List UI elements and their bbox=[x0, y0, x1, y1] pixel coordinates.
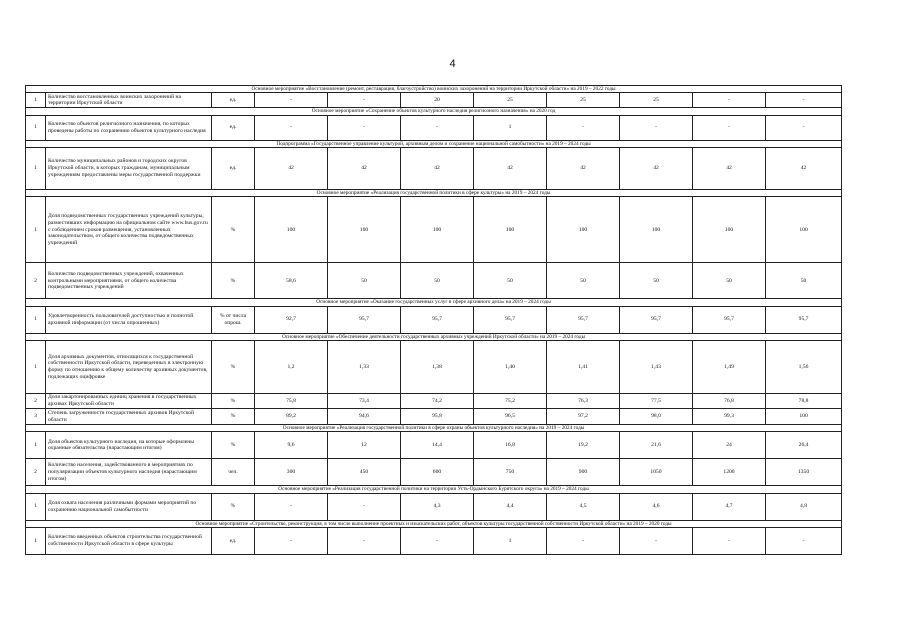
value-cell: 4,7 bbox=[693, 493, 766, 520]
value-cell: 24 bbox=[693, 432, 766, 459]
value-cell: 4,6 bbox=[620, 493, 693, 520]
table-row bbox=[26, 459, 842, 486]
unit-cell: чел. bbox=[212, 459, 255, 486]
value-cell: 73,4 bbox=[328, 394, 401, 409]
value-cell: 95,7 bbox=[693, 306, 766, 333]
indicator-name: Количество введенных объектов строительства государственной собственности Иркутской области в сфере культуры bbox=[46, 528, 212, 555]
section-heading-text: Основное мероприятие «Сохранение объектов культурного наследия религиозного назначения» на 2020 год bbox=[311, 108, 556, 115]
value-cell: - bbox=[693, 93, 766, 108]
section-heading-row bbox=[26, 299, 842, 306]
unit-cell: ед. bbox=[212, 528, 255, 555]
section-heading-row bbox=[26, 86, 842, 93]
value-cell: 4,3 bbox=[401, 493, 474, 520]
value-cell: 42 bbox=[255, 148, 328, 190]
section-heading-row bbox=[26, 520, 842, 527]
table-row bbox=[26, 93, 842, 108]
indicator-name: Количество подведомственных учреждений, охваченных контрольными мероприятиями, от общего количества подведомственных учреждений bbox=[46, 263, 212, 299]
value-cell: 42 bbox=[766, 148, 842, 190]
section-heading-text: Основное мероприятие «Строительство, реконструкция, в том числе выполнение проектных и изыскательских работ, объектов культуры государственной собственности Иркутской области» на 2019 – 2020 годы bbox=[195, 520, 672, 527]
row-number: 1 bbox=[26, 432, 46, 459]
value-cell: - bbox=[620, 115, 693, 140]
unit-cell: % bbox=[212, 432, 255, 459]
value-cell: 26,4 bbox=[766, 432, 842, 459]
section-heading-row bbox=[26, 486, 842, 493]
value-cell: 96,5 bbox=[474, 409, 547, 425]
row-number: 1 bbox=[26, 306, 46, 333]
section-heading bbox=[26, 86, 842, 93]
value-cell: 16,8 bbox=[474, 432, 547, 459]
indicator-name: Количество объектов религиозного назначения, по которых проведены работы по сохранению объектов культурного наследия bbox=[46, 115, 212, 140]
value-cell: 99,3 bbox=[693, 409, 766, 425]
value-cell: 1,2 bbox=[255, 341, 328, 394]
unit-cell: % bbox=[212, 493, 255, 520]
value-cell: 300 bbox=[255, 459, 328, 486]
value-cell: - bbox=[693, 528, 766, 555]
value-cell: 74,2 bbox=[401, 394, 474, 409]
value-cell: 42 bbox=[328, 148, 401, 190]
table-row bbox=[26, 148, 842, 190]
row-number: 1 bbox=[26, 197, 46, 263]
value-cell: 25 bbox=[620, 93, 693, 108]
value-cell: 100 bbox=[474, 197, 547, 263]
section-heading bbox=[26, 486, 842, 493]
value-cell: 95,7 bbox=[401, 306, 474, 333]
value-cell: 19,2 bbox=[547, 432, 620, 459]
section-heading bbox=[26, 425, 842, 432]
value-cell: 76,3 bbox=[547, 394, 620, 409]
table-row bbox=[26, 432, 842, 459]
row-number: 3 bbox=[26, 409, 46, 425]
table-row bbox=[26, 409, 842, 425]
indicator-name: Доля подведомственных государственных учреждений культуры, разместивших информацию на официальном сайте www.bus.gov.ru с соблюдением сроков размещения, установленных законодательством, от общего количества подведомственных учреждений bbox=[46, 197, 212, 263]
value-cell: 95,7 bbox=[620, 306, 693, 333]
value-cell: - bbox=[328, 528, 401, 555]
value-cell: 95,7 bbox=[328, 306, 401, 333]
section-heading-text: Основное мероприятие «Обеспечение деятельности государственных архивных учреждений Иркутской области» на 2019 – 2024 годы bbox=[281, 333, 586, 340]
value-cell: 25 bbox=[474, 93, 547, 108]
value-cell: 78,8 bbox=[766, 394, 842, 409]
value-cell: 95,7 bbox=[547, 306, 620, 333]
value-cell: 94,6 bbox=[328, 409, 401, 425]
value-cell: 1050 bbox=[620, 459, 693, 486]
indicators-table bbox=[25, 85, 842, 555]
row-number: 2 bbox=[26, 394, 46, 409]
section-heading bbox=[26, 140, 842, 147]
value-cell: 750 bbox=[474, 459, 547, 486]
unit-cell: % от числа опрош. bbox=[212, 306, 255, 333]
section-heading-row bbox=[26, 333, 842, 340]
value-cell: 1,38 bbox=[401, 341, 474, 394]
value-cell: 100 bbox=[401, 197, 474, 263]
value-cell: 50 bbox=[693, 263, 766, 299]
row-number: 1 bbox=[26, 528, 46, 555]
value-cell: - bbox=[401, 115, 474, 140]
table-row bbox=[26, 493, 842, 520]
value-cell: 1 bbox=[474, 115, 547, 140]
value-cell: 50 bbox=[547, 263, 620, 299]
indicator-name: Доля охвата населения различными формами мероприятий по сохранению национальной самобытности bbox=[46, 493, 212, 520]
page-number: 4 bbox=[449, 58, 456, 70]
value-cell: 21,6 bbox=[620, 432, 693, 459]
value-cell: 1,33 bbox=[328, 341, 401, 394]
value-cell: 9,6 bbox=[255, 432, 328, 459]
table-row bbox=[26, 115, 842, 140]
value-cell: 97,2 bbox=[547, 409, 620, 425]
unit-cell: % bbox=[212, 394, 255, 409]
value-cell: 100 bbox=[766, 197, 842, 263]
value-cell: - bbox=[547, 528, 620, 555]
unit-cell: % bbox=[212, 197, 255, 263]
value-cell: 95,8 bbox=[401, 409, 474, 425]
unit-cell: % bbox=[212, 341, 255, 394]
table-row bbox=[26, 197, 842, 263]
table-row bbox=[26, 341, 842, 394]
section-heading bbox=[26, 190, 842, 197]
value-cell: 42 bbox=[401, 148, 474, 190]
value-cell: 42 bbox=[693, 148, 766, 190]
section-heading-text: Основное мероприятие «Реализация государственной политики в сфере охраны объектов культурного наследия» на 2019 – 2024 годы bbox=[282, 425, 585, 432]
row-number: 2 bbox=[26, 459, 46, 486]
row-number: 1 bbox=[26, 341, 46, 394]
value-cell: 14,4 bbox=[401, 432, 474, 459]
unit-cell: % bbox=[212, 409, 255, 425]
value-cell: 76,8 bbox=[693, 394, 766, 409]
value-cell: - bbox=[766, 528, 842, 555]
value-cell: 58,6 bbox=[255, 263, 328, 299]
value-cell: - bbox=[255, 528, 328, 555]
value-cell: 50 bbox=[474, 263, 547, 299]
value-cell: 50 bbox=[766, 263, 842, 299]
row-number: 1 bbox=[26, 493, 46, 520]
value-cell: 1,49 bbox=[693, 341, 766, 394]
value-cell: 42 bbox=[547, 148, 620, 190]
value-cell: - bbox=[328, 93, 401, 108]
row-number: 1 bbox=[26, 115, 46, 140]
value-cell: 89,2 bbox=[255, 409, 328, 425]
table-row bbox=[26, 528, 842, 555]
value-cell: - bbox=[328, 115, 401, 140]
value-cell: 100 bbox=[693, 197, 766, 263]
value-cell: 1200 bbox=[693, 459, 766, 486]
value-cell: 50 bbox=[620, 263, 693, 299]
value-cell: 4,4 bbox=[474, 493, 547, 520]
row-number: 1 bbox=[26, 148, 46, 190]
value-cell: 600 bbox=[401, 459, 474, 486]
value-cell: 1,56 bbox=[766, 341, 842, 394]
value-cell: 100 bbox=[766, 409, 842, 425]
value-cell: 25 bbox=[547, 93, 620, 108]
section-heading bbox=[26, 333, 842, 340]
table-row bbox=[26, 394, 842, 409]
row-number: 1 bbox=[26, 93, 46, 108]
indicator-name: Количество муниципальных районов и городских округов Иркутской области, в которых гражданам, муниципальным учреждениям предоставлены меры государственной поддержки bbox=[46, 148, 212, 190]
section-heading-text: Основное мероприятие «Реализация государственной политики в сфере культуры» на 2019 – 2024 годы bbox=[316, 190, 551, 197]
indicator-name: Доля закартонированных единиц хранения в государственных архивах Иркутской области bbox=[46, 394, 212, 409]
value-cell: - bbox=[693, 115, 766, 140]
indicator-name: Доля объектов культурного наследия, на которые оформлены охранные обязательства (нарастающим итогом) bbox=[46, 432, 212, 459]
section-heading bbox=[26, 520, 842, 527]
value-cell: 42 bbox=[620, 148, 693, 190]
value-cell: 98,0 bbox=[620, 409, 693, 425]
value-cell: - bbox=[328, 493, 401, 520]
value-cell: 95,7 bbox=[474, 306, 547, 333]
value-cell: 1350 bbox=[766, 459, 842, 486]
value-cell: - bbox=[255, 93, 328, 108]
value-cell: 450 bbox=[328, 459, 401, 486]
value-cell: 900 bbox=[547, 459, 620, 486]
value-cell: 100 bbox=[547, 197, 620, 263]
table-row bbox=[26, 306, 842, 333]
value-cell: - bbox=[766, 115, 842, 140]
indicator-name: Удовлетворенность пользователей доступностью и полнотой архивной информации (от числа опрошенных) bbox=[46, 306, 212, 333]
value-cell: 50 bbox=[328, 263, 401, 299]
value-cell: 1,40 bbox=[474, 341, 547, 394]
table-row bbox=[26, 263, 842, 299]
value-cell: 92,7 bbox=[255, 306, 328, 333]
value-cell: 100 bbox=[328, 197, 401, 263]
section-heading-text: Основное мероприятие «Оказание государственных услуг в сфере архивного дела» на 2019 – 2024 годы bbox=[316, 299, 551, 306]
value-cell: 20 bbox=[401, 93, 474, 108]
value-cell: 42 bbox=[474, 148, 547, 190]
indicator-name: Доля архивных документов, относящихся к государственной собственности Иркутской области, переведенных в электронную форму по отношению к общему количеству архивных документов, подлежащих оцифровке bbox=[46, 341, 212, 394]
value-cell: 1 bbox=[474, 528, 547, 555]
value-cell: 75,8 bbox=[255, 394, 328, 409]
value-cell: - bbox=[401, 528, 474, 555]
value-cell: 50 bbox=[401, 263, 474, 299]
value-cell: - bbox=[255, 115, 328, 140]
unit-cell: ед. bbox=[212, 115, 255, 140]
section-heading bbox=[26, 299, 842, 306]
value-cell: - bbox=[547, 115, 620, 140]
section-heading-row bbox=[26, 425, 842, 432]
unit-cell: ед. bbox=[212, 148, 255, 190]
value-cell: 4,8 bbox=[766, 493, 842, 520]
section-heading-text: Подпрограмма «Государственное управление культурой, архивным делом и сохранение национальной самобытности» на 2019 – 2024 годы bbox=[276, 140, 591, 147]
row-number: 2 bbox=[26, 263, 46, 299]
value-cell: 4,5 bbox=[547, 493, 620, 520]
value-cell: 77,5 bbox=[620, 394, 693, 409]
section-heading-text: Основное мероприятие «Восстановление (ремонт, реставрация, благоустройство) воинских захоронений на территории Иркутской области» на 2019 – 2022 годы bbox=[251, 86, 616, 92]
value-cell: 1,43 bbox=[620, 341, 693, 394]
section-heading bbox=[26, 108, 842, 115]
section-heading-text: Основное мероприятие «Реализация государственной политики на территории Усть-Ордынского Бурятского округа» на 2019 – 2024 годы bbox=[278, 486, 589, 493]
indicator-name: Количество населения, задействованного в мероприятиях по популяризации объектов культурного наследия (нарастающим итогом) bbox=[46, 459, 212, 486]
value-cell: 12 bbox=[328, 432, 401, 459]
section-heading-row bbox=[26, 140, 842, 147]
section-heading-row bbox=[26, 190, 842, 197]
value-cell: 95,7 bbox=[766, 306, 842, 333]
unit-cell: % bbox=[212, 263, 255, 299]
value-cell: 75,2 bbox=[474, 394, 547, 409]
value-cell: - bbox=[620, 528, 693, 555]
unit-cell: ед. bbox=[212, 93, 255, 108]
section-heading-row bbox=[26, 108, 842, 115]
indicator-name: Степень загруженности государственных архивов Иркутской области bbox=[46, 409, 212, 425]
value-cell: 100 bbox=[255, 197, 328, 263]
value-cell: 1,41 bbox=[547, 341, 620, 394]
value-cell: - bbox=[255, 493, 328, 520]
indicator-name: Количество восстановленных воинских захоронений на территории Иркутской области bbox=[46, 93, 212, 108]
value-cell: - bbox=[766, 93, 842, 108]
value-cell: 100 bbox=[620, 197, 693, 263]
